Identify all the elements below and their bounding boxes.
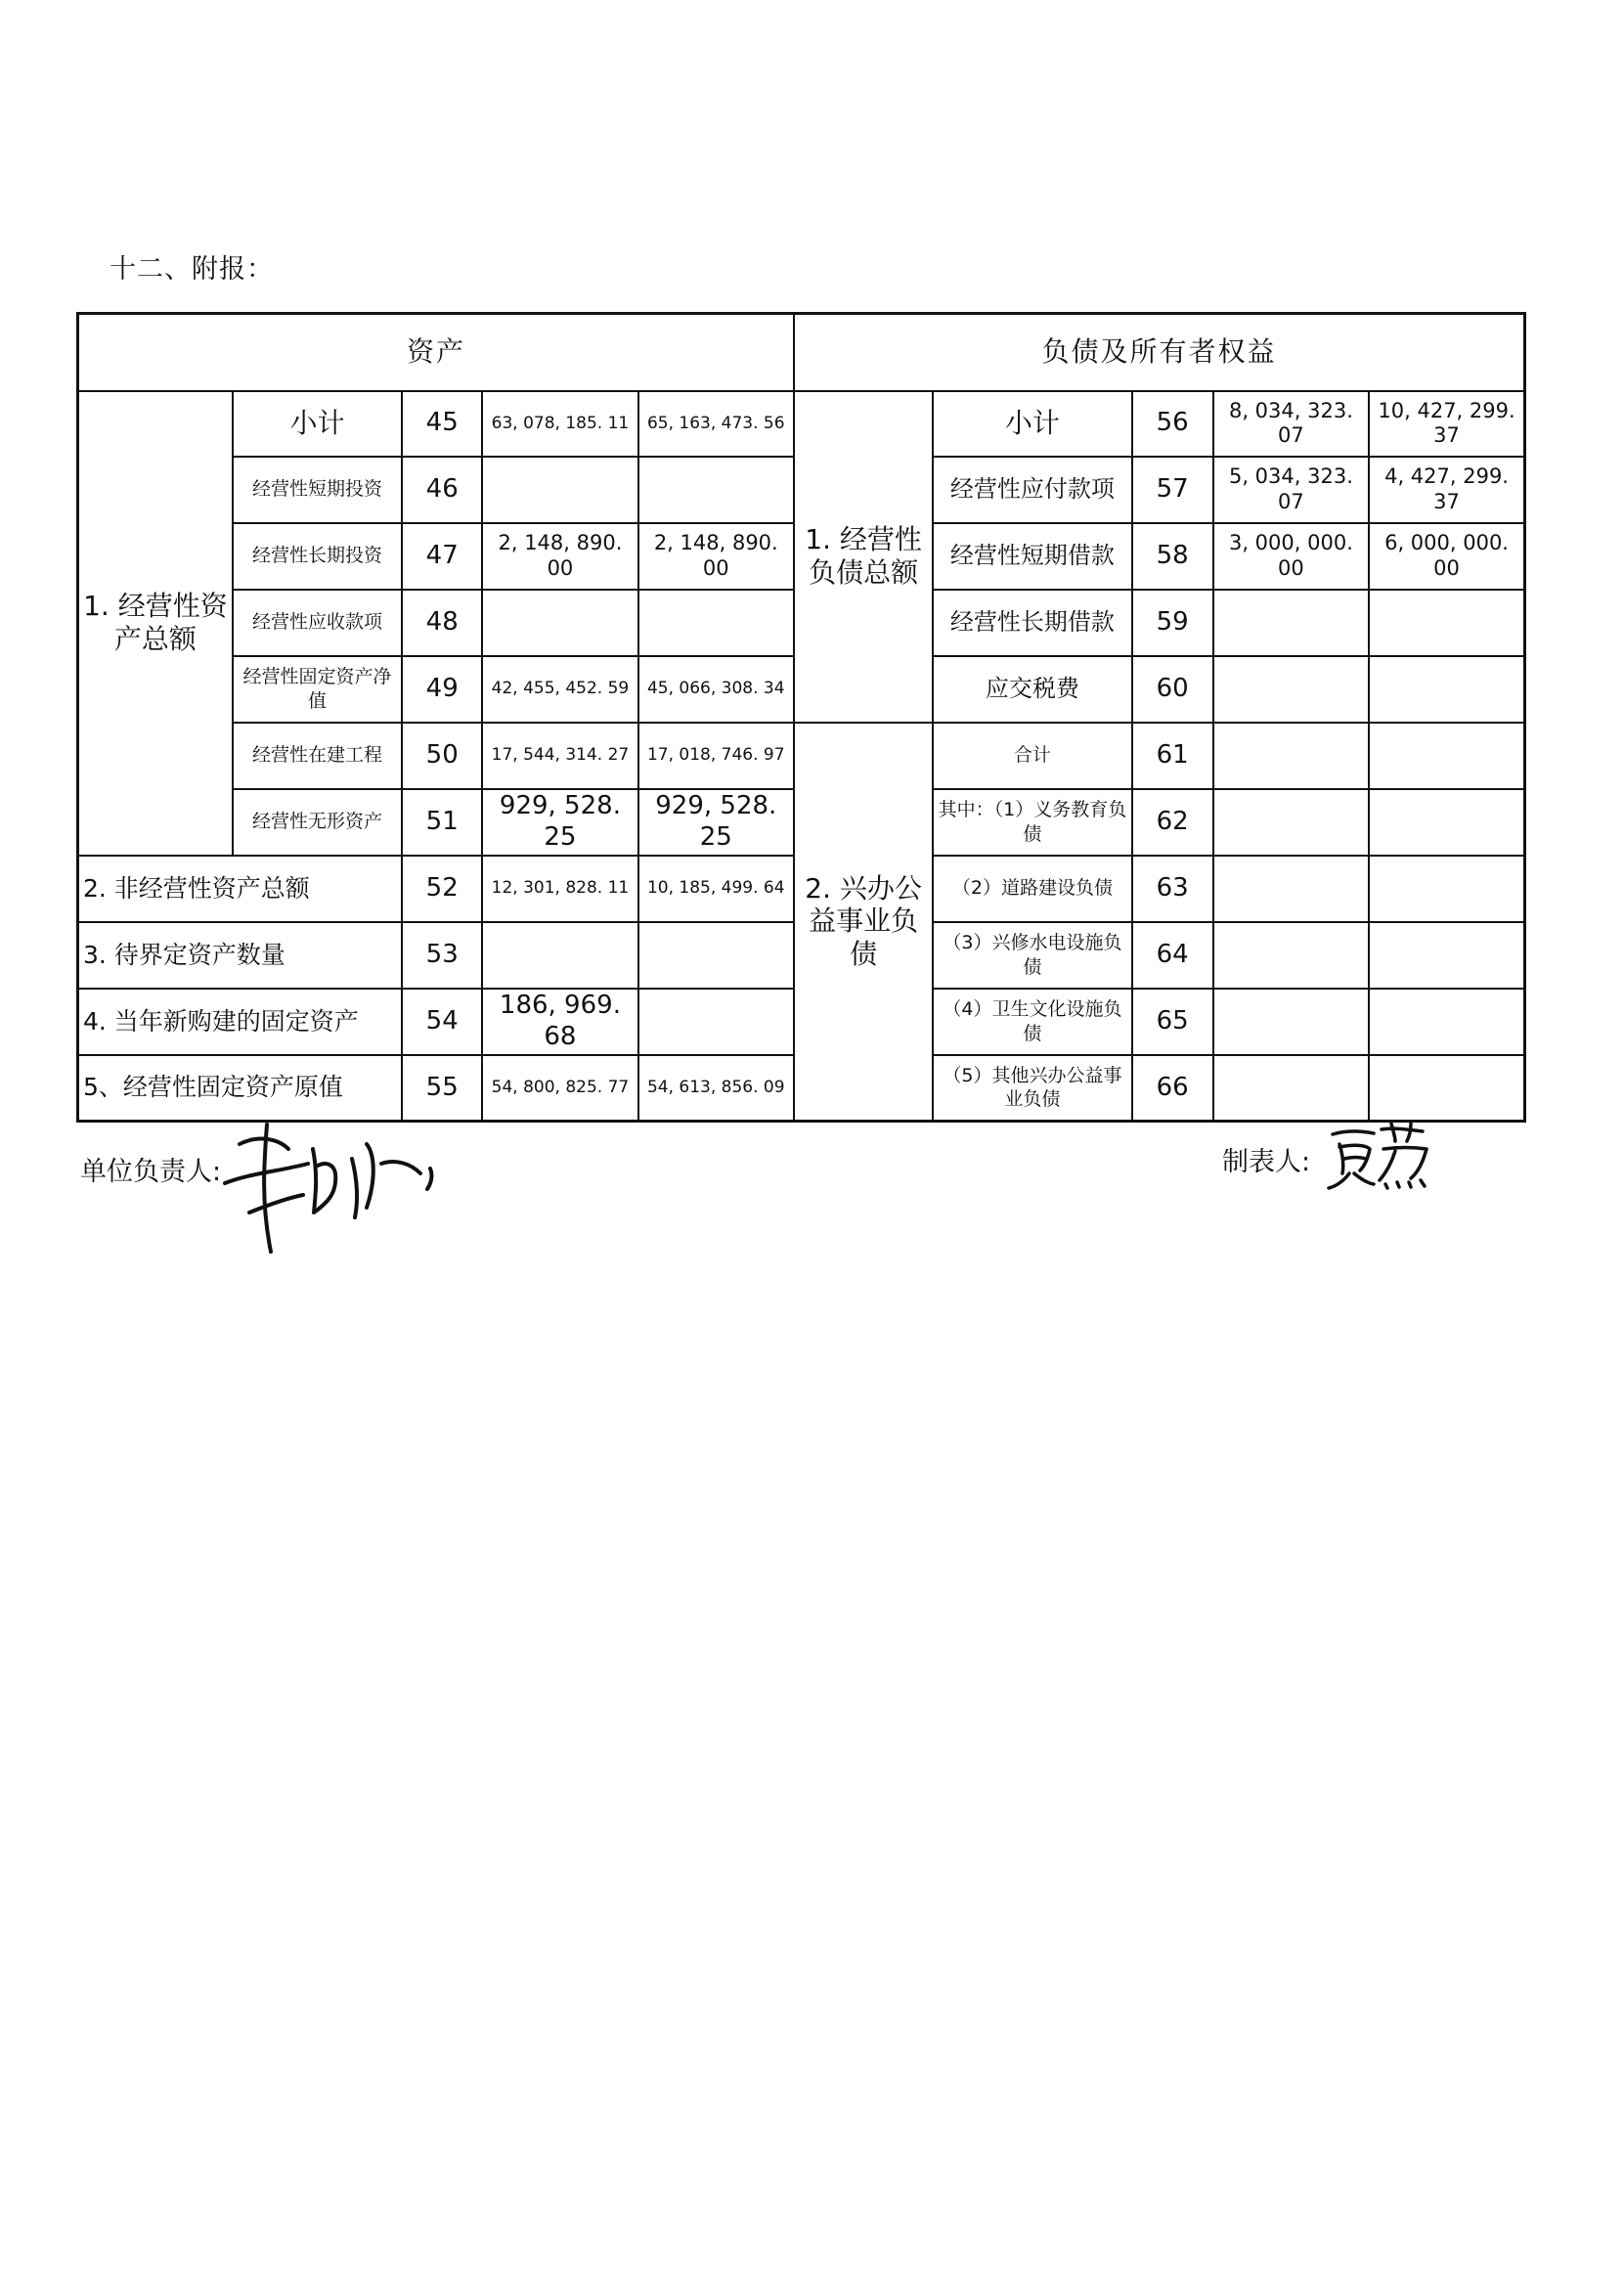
liability-line-no: 58 [1132, 523, 1213, 590]
liability-line-no: 57 [1132, 457, 1213, 523]
liability-value-begin: 3, 000, 000. 00 [1213, 523, 1369, 590]
table-row [78, 391, 1525, 457]
liability-value-end [1369, 989, 1524, 1055]
liability-value-begin: 5, 034, 323. 07 [1213, 457, 1369, 523]
liability-line-no: 62 [1132, 789, 1213, 856]
asset-line-no: 52 [402, 856, 482, 922]
asset-value-end: 65, 163, 473. 56 [638, 391, 794, 457]
liability-item: （4）卫生文化设施负债 [933, 989, 1131, 1055]
asset-value-end: 10, 185, 499. 64 [638, 856, 794, 922]
asset-value-begin: 12, 301, 828. 11 [482, 856, 637, 922]
liability-value-begin [1213, 922, 1369, 989]
asset-line-no: 55 [402, 1055, 482, 1122]
asset-line-no: 54 [402, 989, 482, 1055]
asset-value-end: 2, 148, 890. 00 [638, 523, 794, 590]
asset-item: 4. 当年新购建的固定资产 [78, 989, 403, 1055]
liability-line-no: 59 [1132, 590, 1213, 656]
liability-value-end: 6, 000, 000. 00 [1369, 523, 1524, 590]
liability-line-no: 61 [1132, 723, 1213, 789]
public-welfare-liabilities-label: 2. 兴办公益事业负债 [794, 723, 933, 1122]
liability-value-end [1369, 856, 1524, 922]
asset-value-end [638, 989, 794, 1055]
asset-value-end: 929, 528. 25 [638, 789, 794, 856]
asset-value-begin [482, 457, 637, 523]
asset-value-begin: 42, 455, 452. 59 [482, 656, 637, 723]
asset-item: 经营性应收款项 [233, 590, 402, 656]
asset-item: 2. 非经营性资产总额 [78, 856, 403, 922]
liability-value-begin [1213, 1055, 1369, 1122]
asset-value-end [638, 590, 794, 656]
operating-liabilities-label: 1. 经营性负债总额 [794, 391, 933, 723]
liability-value-end [1369, 590, 1524, 656]
liability-value-begin: 8, 034, 323. 07 [1213, 391, 1369, 457]
asset-value-begin [482, 922, 637, 989]
asset-value-begin: 2, 148, 890. 00 [482, 523, 637, 590]
liability-value-begin [1213, 590, 1369, 656]
table-row [78, 723, 1525, 789]
liability-line-no: 65 [1132, 989, 1213, 1055]
liability-line-no: 63 [1132, 856, 1213, 922]
unit-head-label: 单位负责人: [80, 1157, 222, 1187]
liability-line-no: 56 [1132, 391, 1213, 457]
liability-value-begin [1213, 723, 1369, 789]
liability-value-end [1369, 1055, 1524, 1122]
liability-item: 经营性应付款项 [933, 457, 1131, 523]
preparer-label: 制表人: [1222, 1147, 1311, 1177]
asset-item: 经营性固定资产净值 [233, 656, 402, 723]
header-row [78, 314, 1525, 391]
asset-value-begin: 186, 969. 68 [482, 989, 637, 1055]
asset-value-begin: 63, 078, 185. 11 [482, 391, 637, 457]
asset-value-end [638, 922, 794, 989]
asset-line-no: 49 [402, 656, 482, 723]
asset-value-end: 17, 018, 746. 97 [638, 723, 794, 789]
assets-header: 资产 [78, 314, 794, 391]
asset-value-begin: 17, 544, 314. 27 [482, 723, 637, 789]
liability-item: 经营性长期借款 [933, 590, 1131, 656]
preparer-signature [1325, 1120, 1432, 1193]
liability-value-begin [1213, 989, 1369, 1055]
liability-item: 合计 [933, 723, 1131, 789]
asset-line-no: 53 [402, 922, 482, 989]
unit-head-signature [220, 1105, 445, 1261]
asset-value-end: 54, 613, 856. 09 [638, 1055, 794, 1122]
liability-item: 小计 [933, 391, 1131, 457]
asset-line-no: 45 [402, 391, 482, 457]
asset-item: 3. 待界定资产数量 [78, 922, 403, 989]
liability-value-end [1369, 723, 1524, 789]
liability-item: （3）兴修水电设施负债 [933, 922, 1131, 989]
asset-value-end [638, 457, 794, 523]
liability-item: 经营性短期借款 [933, 523, 1131, 590]
liability-line-no: 60 [1132, 656, 1213, 723]
liability-value-end [1369, 922, 1524, 989]
asset-item: 经营性在建工程 [233, 723, 402, 789]
liability-value-end: 10, 427, 299. 37 [1369, 391, 1524, 457]
liability-item: （2）道路建设负债 [933, 856, 1131, 922]
liability-item: （5）其他兴办公益事业负债 [933, 1055, 1131, 1122]
asset-line-no: 46 [402, 457, 482, 523]
asset-line-no: 51 [402, 789, 482, 856]
asset-value-begin: 54, 800, 825. 77 [482, 1055, 637, 1122]
asset-line-no: 50 [402, 723, 482, 789]
asset-line-no: 48 [402, 590, 482, 656]
liability-value-begin [1213, 789, 1369, 856]
asset-value-end: 45, 066, 308. 34 [638, 656, 794, 723]
asset-item: 经营性短期投资 [233, 457, 402, 523]
liability-line-no: 66 [1132, 1055, 1213, 1122]
liability-value-end [1369, 789, 1524, 856]
operating-assets-label: 1. 经营性资产总额 [78, 391, 233, 856]
liability-line-no: 64 [1132, 922, 1213, 989]
liability-value-end [1369, 656, 1524, 723]
asset-item: 小计 [233, 391, 402, 457]
asset-value-begin [482, 590, 637, 656]
liability-value-begin [1213, 656, 1369, 723]
liability-value-end: 4, 427, 299. 37 [1369, 457, 1524, 523]
liability-value-begin [1213, 856, 1369, 922]
asset-value-begin: 929, 528. 25 [482, 789, 637, 856]
asset-line-no: 47 [402, 523, 482, 590]
liabilities-header: 负债及所有者权益 [794, 314, 1525, 391]
supplementary-report-table [76, 312, 1526, 1123]
asset-item: 经营性无形资产 [233, 789, 402, 856]
liability-item: 其中：（1）义务教育负债 [933, 789, 1131, 856]
liability-item: 应交税费 [933, 656, 1131, 723]
asset-item: 5、经营性固定资产原值 [78, 1055, 403, 1122]
asset-item: 经营性长期投资 [233, 523, 402, 590]
section-title: 十二、附报： [110, 254, 274, 285]
